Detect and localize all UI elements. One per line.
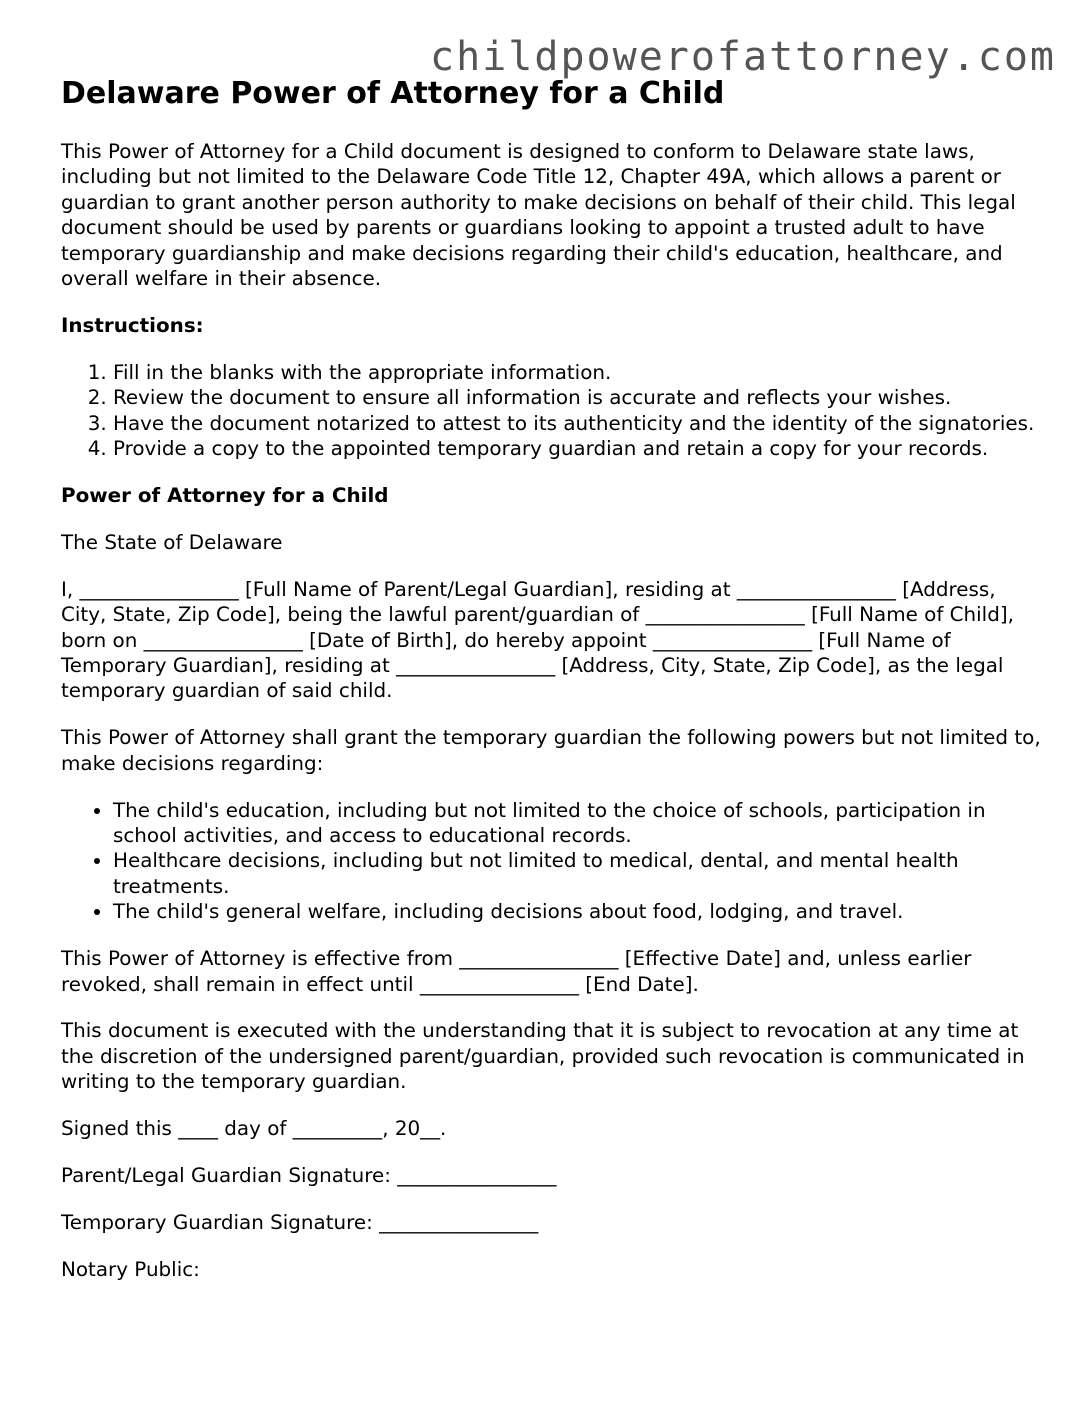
guardian-signature-line: Temporary Guardian Signature: ________________ xyxy=(61,1211,539,1234)
signed-date-line: Signed this ____ day of _________, 20__. xyxy=(61,1117,447,1141)
state-line: The State of Delaware xyxy=(61,530,283,554)
parent-signature-line: Parent/Legal Guardian Signature: ________________ xyxy=(61,1164,557,1188)
powers-intro: This Power of Attorney shall grant the temporary guardian the following powers but not limited to, make decisions regarding: xyxy=(61,726,1041,775)
instructions-list xyxy=(61,360,1041,462)
intro-paragraph: This Power of Attorney for a Child document is designed to conform to Delaware state laws, including but not limited to the Delaware Code Title 12, Chapter 49A, which allows a parent or guardian to grant another person authority to make decisions on behalf of their child. This legal document should be used by parents or guardians looking to appoint a trusted adult to have temporary guardianship and make decisions regarding their child's education, healthcare, and overall welfare in their absence. xyxy=(61,140,1016,291)
document-title: Delaware Power of Attorney for a Child xyxy=(61,76,725,111)
notary-line: Notary Public: xyxy=(61,1257,200,1281)
instruction-item: 3. Have the document notarized to attest to its authenticity and the identity of the signatories. xyxy=(113,411,1041,436)
form-heading: Power of Attorney for a Child xyxy=(61,483,389,507)
revocation-paragraph: This document is executed with the understanding that it is subject to revocation at any time at the discretion of the undersigned parent/guardian, provided such revocation is communicated in writing to the temporary guardian. xyxy=(61,1019,1025,1094)
powers-list xyxy=(61,798,1041,925)
power-item: • The child's education, including but not limited to the choice of schools, participation in school activities, and access to educational records. xyxy=(113,798,1041,849)
instruction-item: 2. Review the document to ensure all information is accurate and reflects your wishes. xyxy=(113,385,1041,410)
instruction-item: 4. Provide a copy to the appointed temporary guardian and retain a copy for your records. xyxy=(113,436,1041,461)
appointment-paragraph: I, ________________ [Full Name of Parent/Legal Guardian], residing at ________________ [Address, City, State, Zip Code], being the lawful parent/guardian of ________________ [Full Name of Child], born on ________________ [Date of Birth], do hereby appoint ________________ [Full Name of Temporary Guardian], residing at ________________ [Address, City, State, Zip Code], as the legal temporary guardian of said child. xyxy=(61,577,1014,703)
power-item: • Healthcare decisions, including but not limited to medical, dental, and mental health treatments. xyxy=(113,848,1041,899)
instructions-heading: Instructions: xyxy=(61,313,204,337)
effective-dates-paragraph: This Power of Attorney is effective from ________________ [Effective Date] and, unless earlier revoked, shall remain in effect until ________________ [End Date]. xyxy=(61,947,972,996)
document-body xyxy=(61,72,1041,1282)
instruction-item: 1. Fill in the blanks with the appropriate information. xyxy=(113,360,1041,385)
site-watermark: childpowerofattorney.com xyxy=(430,34,1056,80)
power-item: • The child's general welfare, including decisions about food, lodging, and travel. xyxy=(113,899,1041,924)
